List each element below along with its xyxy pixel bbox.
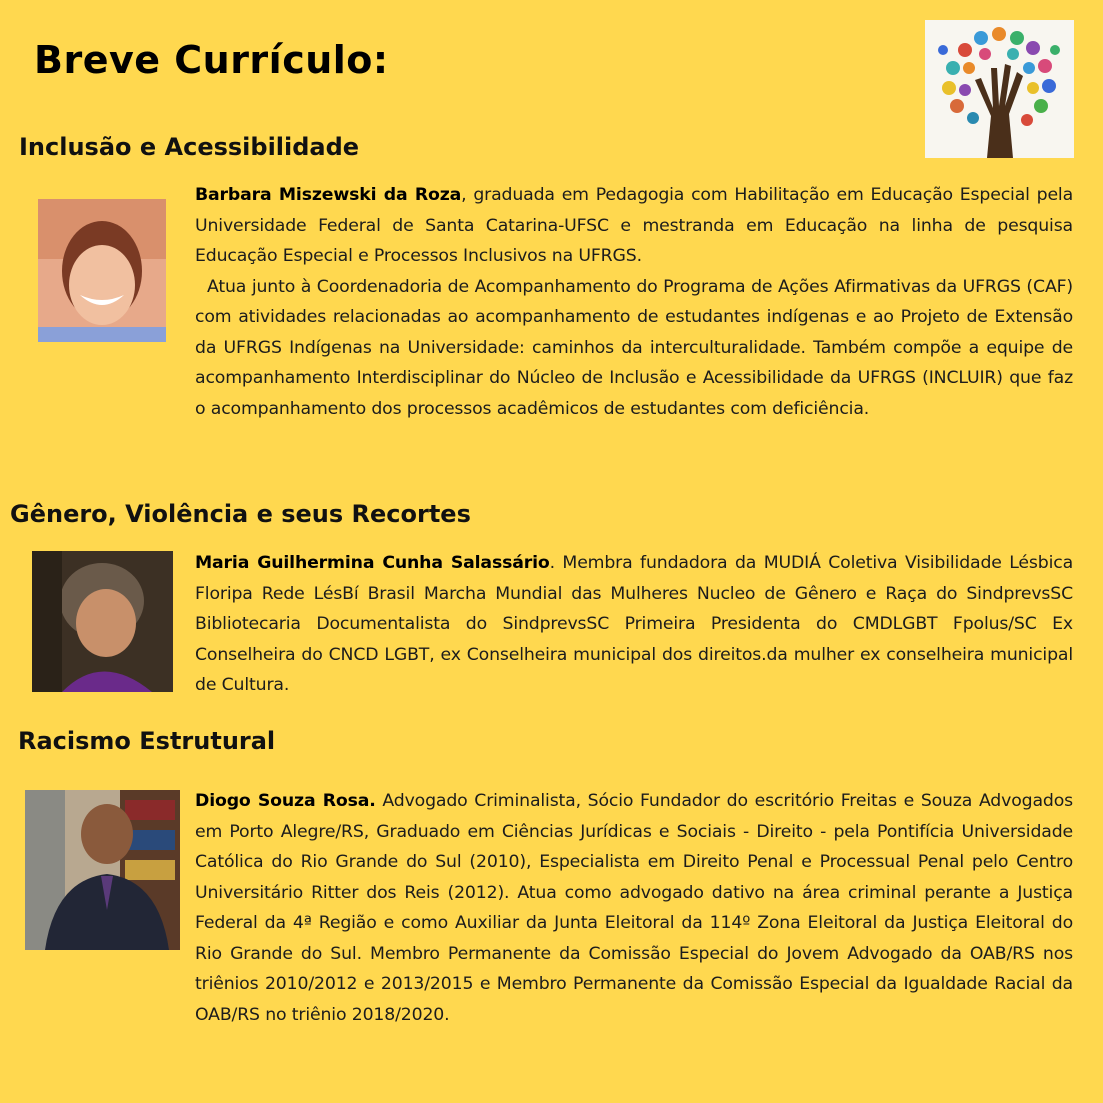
bio-text: Atua junto à Coordenadoria de Acompanhamento do Programa de Ações Afirmativas da UFRGS (CAF) com atividades relacionadas ao acompanhamento de estudantes indígenas e ao Projeto de Extensão da UFRGS Indígenas na Universidade: caminhos da interculturalidade. Também compõe a equipe de acompanhamento Interdisciplinar do Núcleo de Inclusão e Acessibilidade da UFRGS (INCLUIR) que faz o acompanhamento dos processos acadêmicos de estudantes com deficiência. — [195, 276, 1073, 419]
section-heading-racismo: Racismo Estrutural — [18, 727, 276, 755]
portrait-man-suit-icon — [25, 790, 180, 950]
bio-maria — [195, 548, 1073, 701]
bio-diogo — [195, 786, 1073, 1030]
portrait-woman-graduation-icon — [32, 551, 173, 692]
bio-name: Diogo Souza Rosa. — [195, 791, 376, 811]
bio-text: . Membra fundadora da MUDIÁ Coletiva Visibilidade Lésbica Floripa Rede LésBí Brasil Marcha Mundial das Mulheres Nucleo de Gênero e Raça do SindprevsSC Bibliotecaria Documentalista do SindprevsSC Primeira Presidenta do CMDLGBT Fpolus/SC Ex Conselheira do CNCD LGBT, ex Conselheira municipal dos direitos.da mulher ex conselheira municipal de Cultura. — [195, 553, 1074, 695]
page-title: Breve Currículo: — [34, 38, 389, 82]
bio-barbara — [195, 180, 1073, 424]
bio-text: , graduada em Pedagogia com Habilitação em Educação Especial pela Universidade Federal de Santa Catarina-UFSC e mestranda em Educação na linha de pesquisa Educação Especial e Processos Inclusivos na UFRGS. — [195, 185, 1074, 266]
bio-text: Advogado Criminalista, Sócio Fundador do escritório Freitas e Souza Advogados em Porto Alegre/RS, Graduado em Ciências Jurídicas e Sociais - Direito - pela Pontifícia Universidade Católica do Rio Grande do Sul (2010), Especialista em Direito Penal e Processual Penal pelo Centro Universitário Ritter dos Reis (2012). Atua como advogado dativo na área criminal perante a Justiça Federal da 4ª Região e como Auxiliar da Junta Eleitoral da 114º Zona Eleitoral da Justiça Eleitoral do Rio Grande do Sul. Membro Permanente da Comissão Especial do Jovem Advogado da OAB/RS nos triênios 2010/2012 e 2013/2015 e Membro Permanente da Comissão Especial da Igualdade Racial da OAB/RS no triênio 2018/2020. — [195, 791, 1073, 1025]
tree-of-hands-icon — [925, 20, 1074, 158]
section-heading-genero: Gênero, Violência e seus Recortes — [10, 500, 471, 528]
bio-name: Barbara Miszewski da Roza — [195, 185, 462, 205]
portrait-woman-icon — [38, 199, 166, 342]
section-heading-inclusao: Inclusão e Acessibilidade — [19, 133, 360, 161]
bio-name: Maria Guilhermina Cunha Salassário — [195, 553, 550, 573]
